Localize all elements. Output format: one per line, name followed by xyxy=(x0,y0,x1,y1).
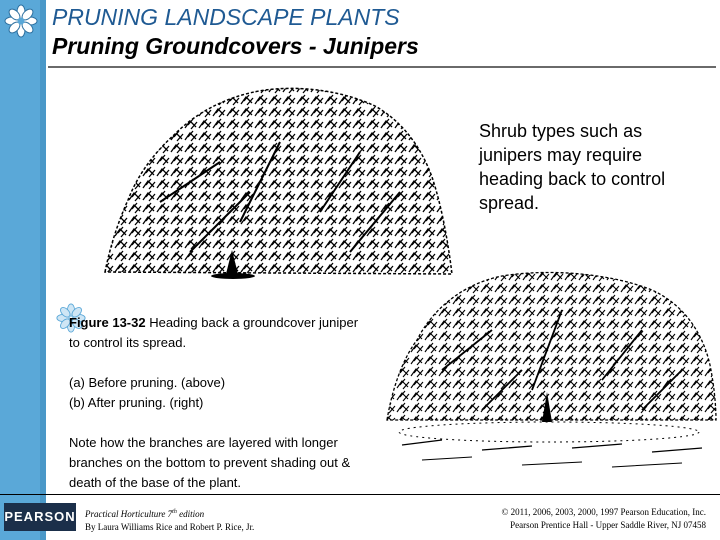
footer-divider xyxy=(0,494,720,495)
flower-ornament-icon xyxy=(4,4,38,38)
publisher-line: Pearson Prentice Hall - Upper Saddle River, NJ 07458 xyxy=(510,520,706,530)
book-authors: By Laura Williams Rice and Robert P. Rice, Jr. xyxy=(85,522,255,532)
sidebar-stripe xyxy=(40,0,46,540)
pearson-logo: PEARSON xyxy=(4,503,76,531)
juniper-after-pruning-illustration xyxy=(382,270,720,480)
figure-text: Heading back a groundcover juniper to control its spread. xyxy=(69,315,359,350)
body-text: Shrub types such as junipers may require heading back to control spread. xyxy=(479,121,666,213)
book-title xyxy=(85,506,254,521)
book-title-prefix: Practical Horticulture 7 xyxy=(85,509,173,519)
caption-note: Note how the branches are layered with longer branches on the bottom to prevent shading out & death of the base of the plant. xyxy=(69,435,351,490)
footer-book-info xyxy=(85,506,254,534)
book-edition-sup: th xyxy=(172,509,177,515)
copyright-line: © 2011, 2006, 2003, 2000, 1997 Pearson Education, Inc. xyxy=(501,507,706,517)
caption-line-a: (a) Before pruning. (above) xyxy=(69,375,226,390)
slide-title: PRUNING LANDSCAPE PLANTS xyxy=(52,4,400,30)
slide-subtitle: Pruning Groundcovers - Junipers xyxy=(52,33,419,59)
title-divider xyxy=(48,66,716,68)
figure-caption xyxy=(69,313,369,493)
caption-line-b: (b) After pruning. (right) xyxy=(69,395,204,410)
left-sidebar-band xyxy=(0,0,46,540)
juniper-before-pruning-illustration xyxy=(100,82,460,282)
figure-label: Figure 13-32 xyxy=(69,315,146,330)
book-title-suffix: edition xyxy=(176,509,205,519)
footer-copyright xyxy=(502,506,706,532)
